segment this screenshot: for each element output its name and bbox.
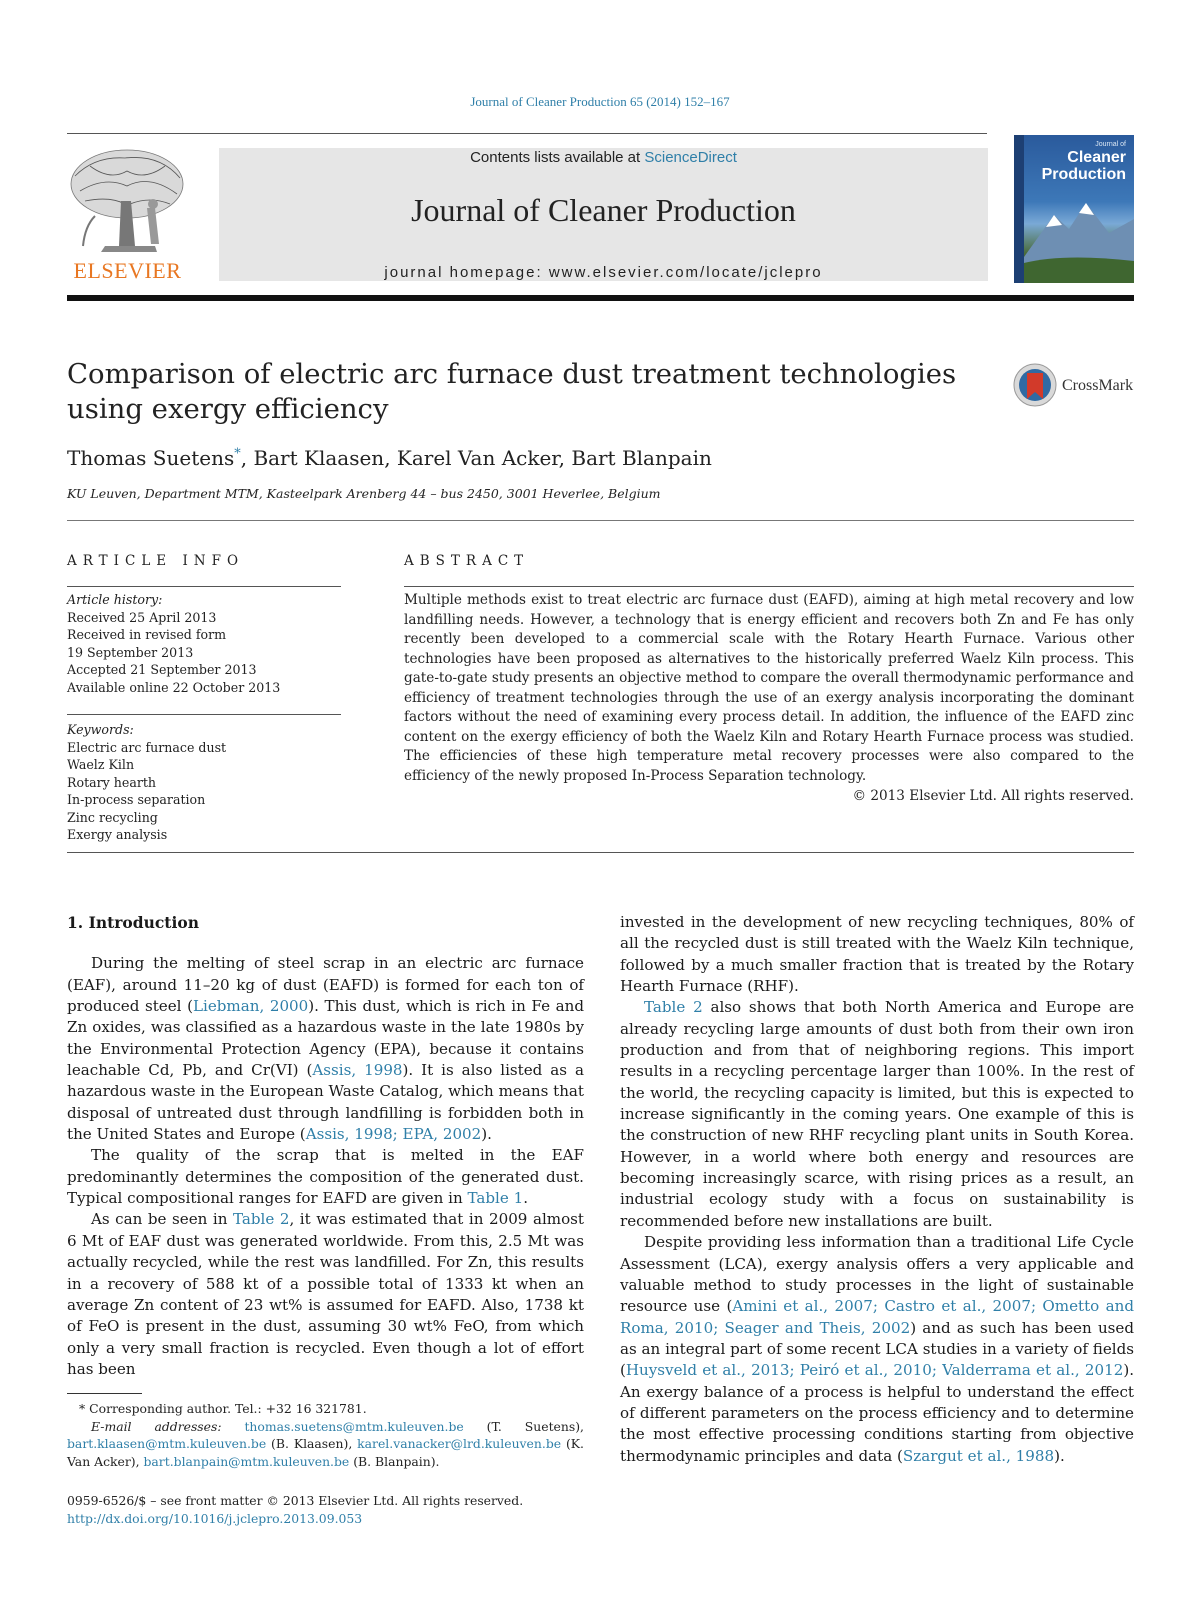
cover-title-line-1: Cleaner [1067, 149, 1126, 166]
journal-title[interactable]: Journal of Cleaner Production [411, 192, 796, 228]
citation-link[interactable]: Szargut et al., 1988 [902, 1446, 1055, 1465]
text-run: ). This dust, which is rich in Fe and Zn oxides, was classified as a hazardous waste in the late 1980s by the Environmental Protection Agency (EPA), because it contains leachable Cd, Pb, and Cr(VI) ( [67, 997, 584, 1080]
footnote-rule [67, 1393, 142, 1394]
citation-link[interactable]: Amini et al., 2007; Castro et al., 2007; Ometto and Roma, 2010; Seager and Theis, 2002 [620, 1297, 1134, 1337]
affiliation: KU Leuven, Department MTM, Kasteelpark Arenberg 44 – bus 2450, 3001 Heverlee, Belgium [67, 486, 661, 501]
citation-link[interactable]: Liebman, 2000 [192, 997, 309, 1016]
cover-small-text: Journal of [1095, 141, 1126, 148]
text-run: ) and as such has been used as an integral part of some recent LCA studies in a variety of fields ( [620, 1318, 1135, 1380]
article-info-heading: ARTICLE INFO [67, 553, 245, 569]
cover-mountain-image [1024, 197, 1134, 283]
article-info-rule [67, 586, 341, 587]
header-thick-rule [67, 295, 1134, 301]
elsevier-logo[interactable] [65, 146, 190, 284]
doi-link[interactable]: http://dx.doi.org/10.1016/j.jclepro.2013.09.053 [67, 1510, 363, 1526]
keywords-rule [67, 714, 341, 715]
section-title: 1. Introduction [67, 913, 199, 932]
text-run: (B. Blanpain). [349, 1453, 440, 1469]
journal-homepage[interactable]: journal homepage: www.elsevier.com/locate/jclepro [384, 264, 823, 281]
citation-link[interactable]: bart.blanpain@mtm.kuleuven.be [143, 1453, 350, 1469]
abstract-bottom-rule [67, 852, 1134, 853]
journal-cover[interactable] [1014, 135, 1134, 283]
citation-link[interactable]: Assis, 1998; EPA, 2002 [305, 1125, 482, 1144]
keyword-item: Electric arc furnace dust [67, 739, 227, 755]
text-run: (T. Suetens), [463, 1418, 584, 1434]
citation-link[interactable]: Assis, 1998 [312, 1061, 403, 1080]
abstract-heading: ABSTRACT [404, 553, 530, 569]
elsevier-tree-icon [65, 146, 190, 254]
issn-block [67, 1492, 587, 1527]
corresponding-author-mark[interactable]: * [234, 446, 241, 462]
cover-title [1042, 149, 1126, 183]
text-run: Despite providing less information than a traditional Life Cycle Assessment (LCA), exergy analysis offers a very applicable and valuable method to study processes in the light of sustainable resource use ( [620, 1233, 1134, 1316]
body-paragraph [620, 912, 1134, 997]
citation-link[interactable]: Table 2 [644, 998, 703, 1017]
keyword-item: Waelz Kiln [67, 757, 135, 772]
citation-link[interactable]: bart.klaasen@mtm.kuleuven.be [67, 1436, 267, 1451]
body-paragraph [67, 1145, 584, 1209]
history-item: Accepted 21 September 2013 [67, 662, 257, 677]
email-label: E-mail addresses: [91, 1418, 245, 1434]
citation-link[interactable]: Table 2 [233, 1210, 290, 1229]
history-item: Received in revised form [67, 627, 227, 642]
corresponding-author-note: * Corresponding author. Tel.: +32 16 321781. [79, 1401, 367, 1416]
history-item: 19 September 2013 [67, 644, 194, 660]
email-addresses [67, 1418, 584, 1471]
footnote [67, 1400, 584, 1470]
keyword-item: Zinc recycling [67, 809, 158, 825]
abstract-text: Multiple methods exist to treat electric arc furnace dust (EAFD), aiming at high metal recovery and low landfilling needs. However, a technology that is energy efficient and recovers both Zn and Fe has only recently been developed to a commercial scale with the Rotary Hearth Furnace. Various other technologies have been proposed as alternatives to the historically preferred Waelz Kiln process. This gate-to-gate study presents an objective method to compare the overall thermodynamic performance and efficiency of treatment technologies through the use of an exergy analysis incorporating the dominant factors without the need of examining every process detail. In addition, the influence of the EAFD zinc content on the exergy efficiency of both the Waelz Kiln and Rotary Hearth Furnace process was studied. The efficiencies of these high temperature metal recovery processes were also compared to the efficiency of the newly proposed In-Process Separation technology. [404, 592, 1134, 784]
title-rule [67, 520, 1134, 521]
body-paragraph [620, 997, 1134, 1232]
text-run: ). An exergy balance of a process is helpful to understand the effect of different parameters on the process efficiency and to determine the most effective processing conditions starting from objective thermodynamic principles and data ( [620, 1361, 1134, 1465]
text-run: invested in the development of new recycling techniques, 80% of all the recycled dust is still treated with the Waelz Kiln technique, followed by a much smaller fraction that is treated by the Rotary Hearth Furnace (RHF). [620, 913, 1134, 996]
journal-reference-link[interactable]: Journal of Cleaner Production 65 (2014) 152–167 [470, 94, 730, 109]
citation-link[interactable]: karel.vanacker@lrd.kuleuven.be [357, 1436, 562, 1451]
abstract-rule [404, 586, 1134, 587]
history-item: Received 25 April 2013 [67, 609, 217, 625]
article-history [67, 591, 341, 696]
text-run: The quality of the scrap that is melted in the EAF predominantly determines the composition of the generated dust. Typical compositional ranges for EAFD are given in [67, 1146, 584, 1208]
cover-spine [1014, 135, 1024, 283]
crossmark-label: CrossMark [1062, 377, 1134, 394]
text-run: ). [481, 1125, 492, 1144]
author-name[interactable]: Bart Blanpain [571, 446, 712, 470]
cover-title-line-2: Production [1041, 166, 1126, 183]
body-column-left [67, 912, 584, 1380]
text-run: ). It is also listed as a hazardous waste in the European Waste Catalog, which means that disposal of untreated dust through landfilling is forbidden both in the United States and Europe ( [67, 1061, 584, 1144]
issn-line: 0959-6526/$ – see front matter © 2013 Elsevier Ltd. All rights reserved. [67, 1493, 524, 1508]
author-list: Thomas Suetens*, Bart Klaasen, Karel Van Acker, Bart Blanpain [67, 446, 712, 470]
author-name[interactable]: Bart Klaasen [253, 446, 385, 470]
keywords-label: Keywords: [67, 722, 134, 737]
sciencedirect-link[interactable]: ScienceDirect [644, 149, 737, 166]
text-run: ). [1054, 1446, 1065, 1465]
citation-link[interactable]: Table 1 [467, 1189, 524, 1208]
header-top-rule [67, 133, 987, 134]
author-name[interactable]: Thomas Suetens [67, 446, 235, 470]
history-item: Available online 22 October 2013 [67, 679, 281, 695]
text-run: As can be seen in [91, 1210, 233, 1229]
body-paragraph [67, 1209, 584, 1380]
keywords [67, 721, 341, 844]
text-run: (B. Klaasen), [266, 1436, 358, 1451]
text-run: , it was estimated that in 2009 almost 6 Mt of EAF dust was generated worldwide. From this, 2.5 Mt was actually recycled, while the rest was landfilled. For Zn, this results in a recovery of 588 kt of a possible total of 1333 kt when an average Zn content of 23 wt% is assumed for EAFD. Also, 1738 kt of FeO is present in the dust, assuming 30 wt% FeO, from which only a very small fraction is recycled. Even though a lot of effort has been [67, 1210, 584, 1378]
abstract-copyright: © 2013 Elsevier Ltd. All rights reserved. [852, 788, 1134, 804]
keyword-item: In-process separation [67, 792, 206, 807]
history-label: Article history: [67, 592, 163, 607]
body-paragraph [67, 953, 584, 1145]
text-run: also shows that both North America and Europe are already recycling large amounts of dust both from their own iron production and from that of neighboring regions. This import results in a recycling percentage larger than 100%. In the rest of the world, the recycling capacity is limited, but this is expected to increase significantly in the coming years. One example of this is the construction of new RHF recycling plant units in South Korea. However, in a world where both energy and resources are becoming increasingly scarce, with rising prices as a result, an industrial ecology study with a focus on sustainability is recommended before new installations are built. [620, 998, 1135, 1230]
keyword-item: Exergy analysis [67, 827, 168, 842]
text-run: During the melting of steel scrap in an electric arc furnace (EAF), around 11–20 kg of dust (EAFD) is formed for each ton of produced steel ( [67, 954, 584, 1016]
body-column-right [620, 912, 1134, 1467]
citation-link[interactable]: thomas.suetens@mtm.kuleuven.be [244, 1418, 464, 1434]
crossmark-badge[interactable] [1013, 363, 1138, 407]
crossmark-icon [1013, 363, 1057, 407]
text-run: . [523, 1189, 529, 1208]
article-title: Comparison of electric arc furnace dust treatment technologies using exergy efficiency [67, 358, 957, 425]
text-run: (K. Van Acker), [67, 1436, 584, 1469]
body-paragraph [620, 1232, 1134, 1467]
contents-line [219, 149, 988, 166]
author-name[interactable]: Karel Van Acker [396, 446, 559, 470]
citation-link[interactable]: Huysveld et al., 2013; Peiró et al., 2010; Valderrama et al., 2012 [625, 1361, 1124, 1380]
keyword-item: Rotary hearth [67, 774, 157, 790]
contents-prefix: Contents lists available at [470, 149, 645, 166]
elsevier-wordmark: ELSEVIER [73, 258, 182, 283]
